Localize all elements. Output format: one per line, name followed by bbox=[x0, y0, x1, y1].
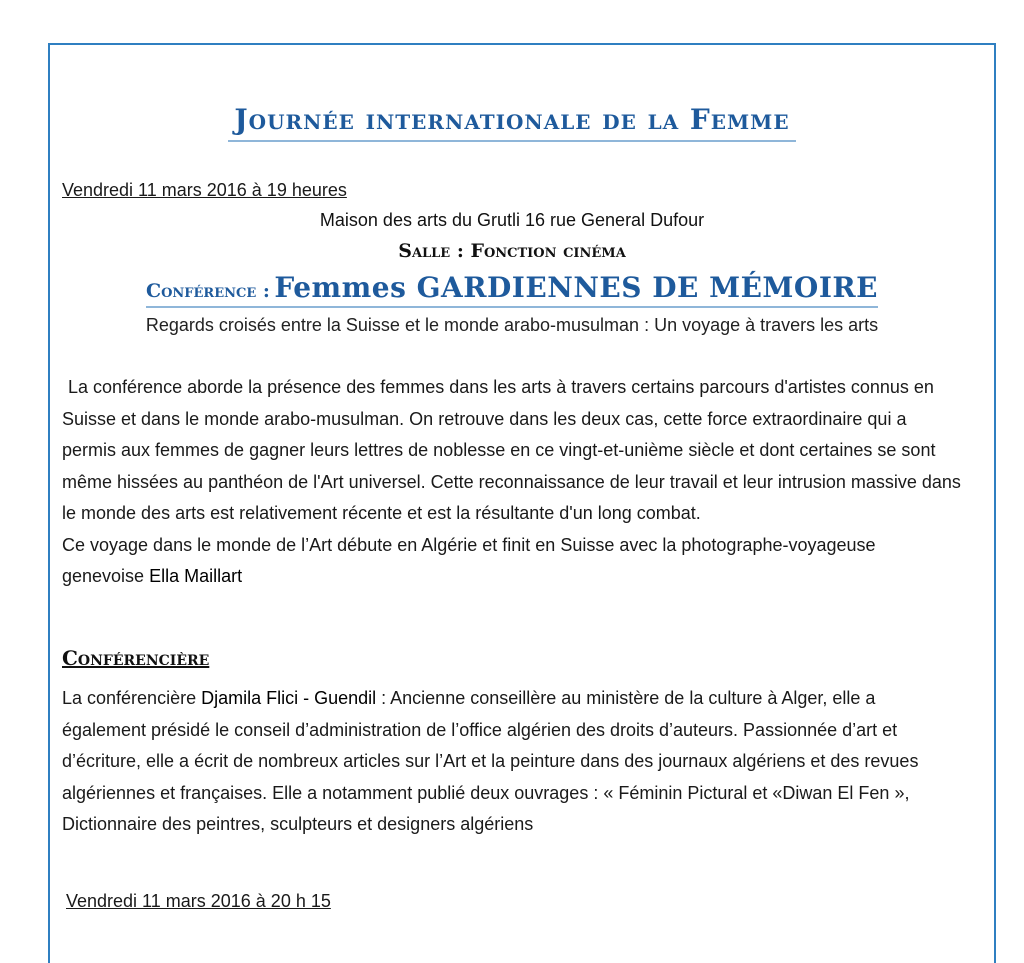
event-venue: Maison des arts du Grutli 16 rue General Dufour bbox=[319, 210, 705, 230]
artist-name: Ella Maillart bbox=[149, 566, 243, 586]
conference-title: Femmes GARDIENNES DE MÉMOIRE bbox=[274, 271, 879, 304]
conference-heading bbox=[0, 271, 1024, 308]
next-event-date: Vendredi 11 mars 2016 à 20 h 15 bbox=[66, 891, 331, 911]
speaker-name: Djamila Flici - Guendil bbox=[201, 688, 377, 708]
conference-prefix: Conférence : bbox=[145, 280, 270, 302]
title-container bbox=[0, 103, 1024, 142]
description-paragraph-1: La conférence aborde la présence des femmes dans les arts à travers certains parcours d'artistes connus en Suisse et dans le monde arabo-musulman. On retrouve dans les deux cas, cette force extraordinaire qui a permis aux femmes de gagner leurs lettres de noblesse en ce vingt-et-unième siècle et dont certaines se sont même hissées au panthéon de l'Art universel. Cette reconnaissance de leur travail et leur intrusion massive dans le monde des arts est relativement récente et est la résultante d'un long combat. bbox=[62, 377, 961, 523]
event-date: Vendredi 11 mars 2016 à 19 heures bbox=[62, 180, 347, 200]
speaker-bio bbox=[62, 683, 962, 841]
speaker-bio-text: : Ancienne conseillère au ministère de la culture à Alger, elle a également présidé le conseil d’administration de l’office algérien des droits d’auteurs. Passionnée d’art et d’écriture, elle a écrit de nombreux articles sur l’Art et la peinture dans des journaux algériens et des revues algériennes et françaises. Elle a notamment publié deux ouvrages : « Féminin Pictural et «Diwan El Fen », Dictionnaire des peintres, sculpteurs et designers algériens bbox=[62, 688, 919, 834]
description-paragraph-2-text: Ce voyage dans le monde de l’Art débute en Algérie et finit en Suisse avec la photographe-voyageuse genevoise bbox=[62, 534, 876, 586]
speaker-intro: La conférencière bbox=[62, 688, 202, 708]
conference-subtitle: Regards croisés entre la Suisse et le monde arabo-musulman : Un voyage à travers les arts bbox=[145, 315, 879, 335]
speaker-heading: Conférencière bbox=[62, 646, 210, 670]
description bbox=[62, 372, 962, 593]
description-paragraph-2 bbox=[62, 530, 962, 593]
event-room: Salle : Fonction cinéma bbox=[398, 240, 626, 262]
page-title: Journée internationale de la Femme bbox=[228, 103, 795, 142]
